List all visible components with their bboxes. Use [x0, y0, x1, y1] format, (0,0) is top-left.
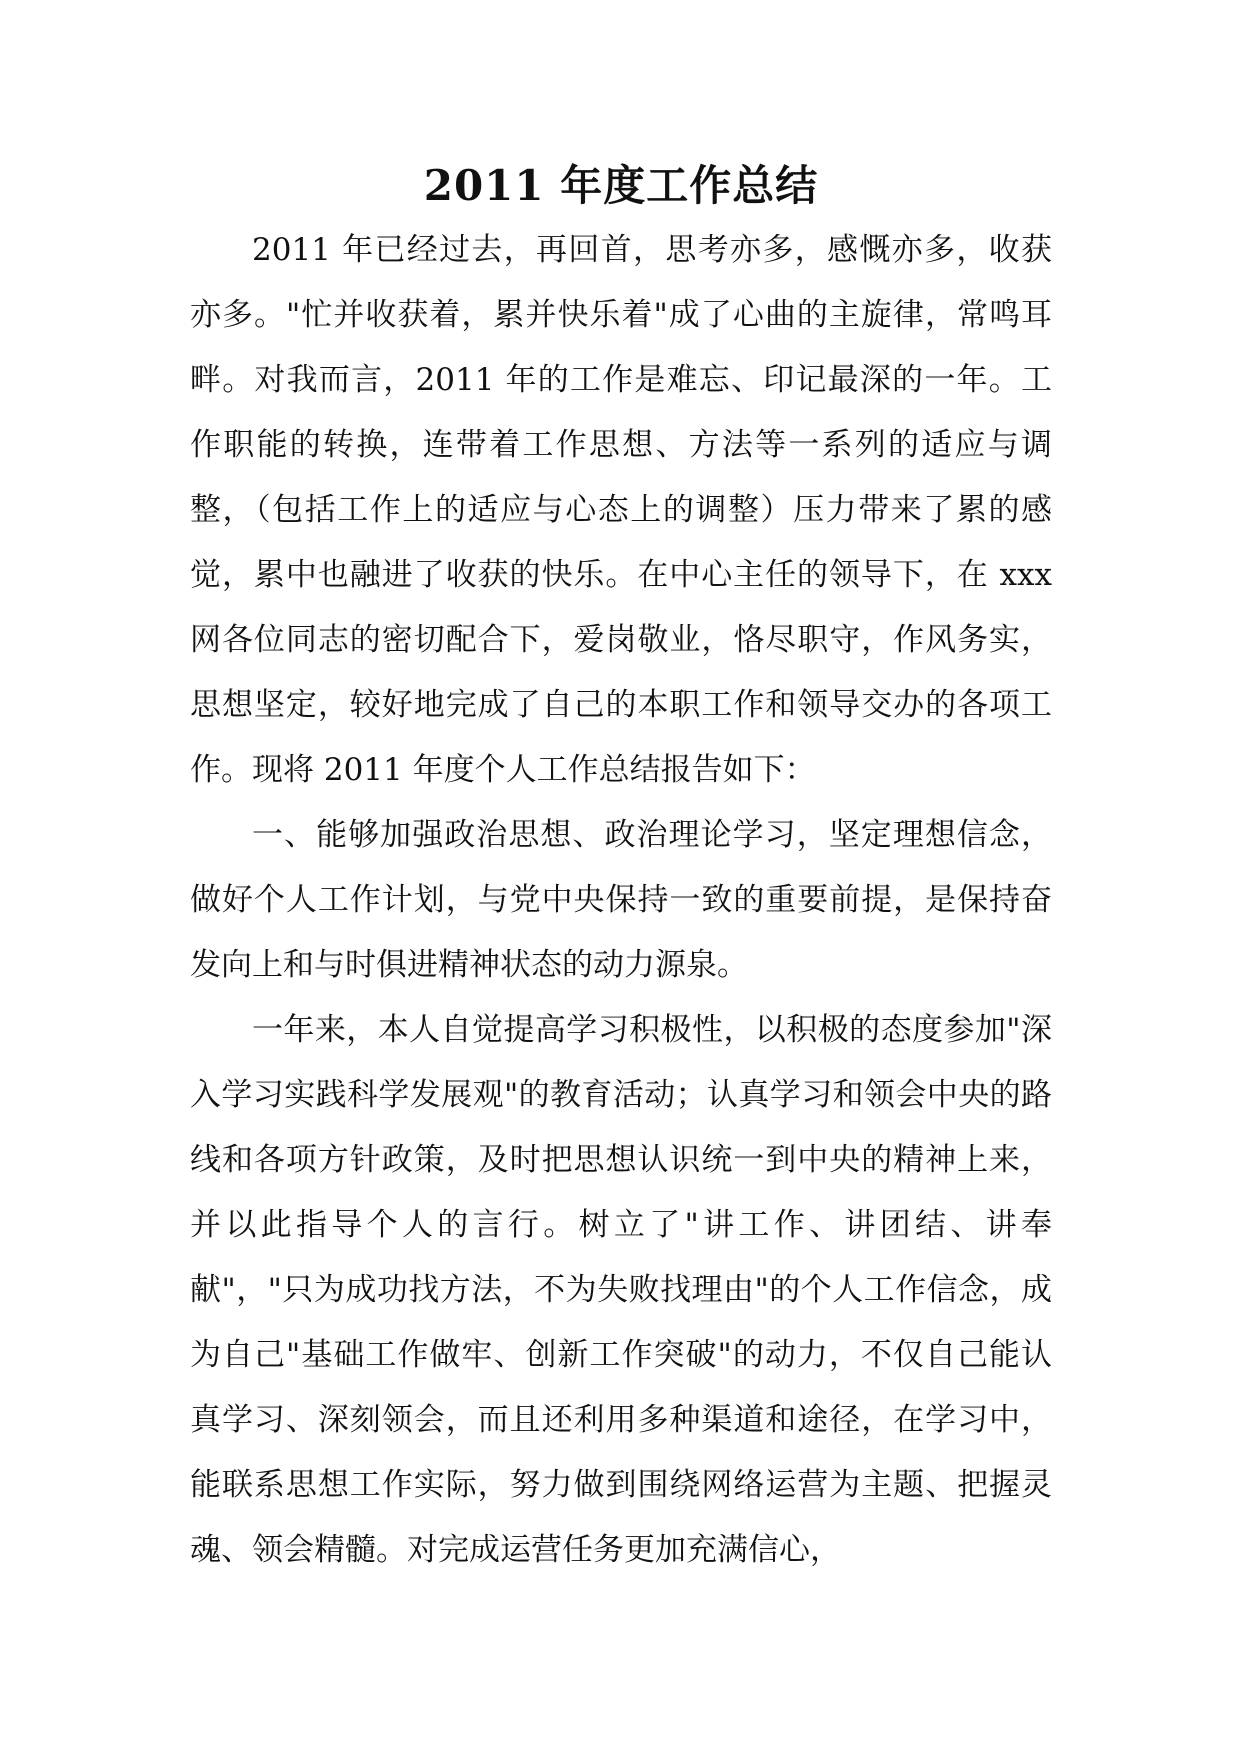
paragraph-intro: 2011 年已经过去，再回首，思考亦多，感慨亦多，收获亦多。"忙并收获着，累并快乐着"成了心曲的主旋律，常鸣耳畔。对我而言，2011 年的工作是难忘、印记最深的一年。工作职能的转换，连带着工作思想、方法等一系列的适应与调整，（包括工作上的适应与心态上的调整）压力带来了累的感觉，累中也融进了收获的快乐。在中心主任的领导下，在 xxx 网各位同志的密切配合下，爱岗敬业，恪尽职守，作风务实，思想坚定，较好地完成了自己的本职工作和领导交办的各项工作。现将 2011 年度个人工作总结报告如下： [190, 232, 1052, 788]
document-body [190, 154, 1052, 1583]
document-title: 2011 年度工作总结 [423, 161, 819, 210]
paragraph-section-one: 一、能够加强政治思想、政治理论学习，坚定理想信念，做好个人工作计划，与党中央保持一致的重要前提，是保持奋发向上和与时俱进精神状态的动力源泉。 [190, 817, 1052, 983]
paragraph-study: 一年来，本人自觉提高学习积极性，以积极的态度参加"深入学习实践科学发展观"的教育活动；认真学习和领会中央的路线和各项方针政策，及时把思想认识统一到中央的精神上来，并以此指导个人的言行。树立了"讲工作、讲团结、讲奉献"，"只为成功找方法，不为失败找理由"的个人工作信念，成为自己"基础工作做牢、创新工作突破"的动力，不仅自己能认真学习、深刻领会，而且还利用多种渠道和途径，在学习中，能联系思想工作实际，努力做到围绕网络运营为主题、把握灵魂、领会精髓。对完成运营任务更加充满信心， [190, 1012, 1052, 1568]
